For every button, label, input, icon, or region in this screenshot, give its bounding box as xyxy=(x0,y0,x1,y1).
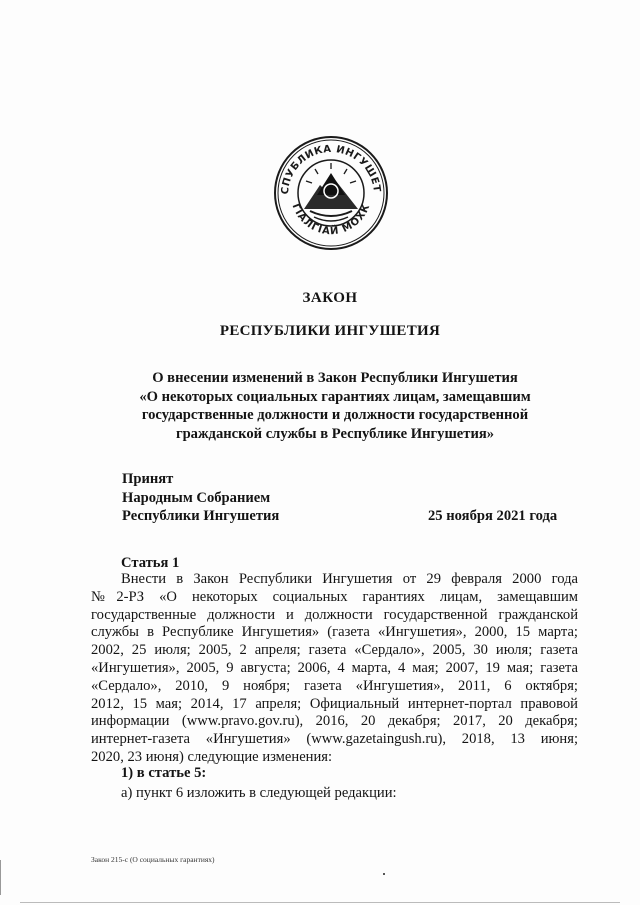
list-item-1: 1) в статье 5: xyxy=(121,765,207,781)
article-line: информации (www.pravo.gov.ru), 2016, 20 декабря; 2017, 20 декабря; xyxy=(91,713,578,730)
law-title: ЗАКОН xyxy=(302,290,358,306)
law-subject xyxy=(105,369,565,443)
article-line: 2002, 25 июля; 2005, 2 апреля; газета «Сердало», 2005, 30 июля; газета xyxy=(91,642,578,659)
article-line: №2-РЗ «О некоторых социальных гарантиях лицам, замещавшим xyxy=(91,588,578,605)
subject-line: О внесении изменений в Закон Республики Ингушетия xyxy=(152,370,518,386)
article-line: «Сердало», 2010, 9 ноября; газета «Ингушетия», 2011, 6 октября; xyxy=(91,677,578,694)
adopted-line: Народным Собранием xyxy=(122,489,271,506)
article-line: Внести в Закон Республики Ингушетия от 29 февраля 2000 года xyxy=(121,571,578,587)
subject-line: «О некоторых социальных гарантиях лицам, замещавшим xyxy=(139,388,531,405)
scan-edge xyxy=(0,860,1,895)
seal-text-top: СПУБЛИКА ИНГУШЕТ xyxy=(279,143,383,195)
scan-artifact xyxy=(20,902,620,903)
article-body xyxy=(91,571,578,767)
article-line: 2020, 23 июня) следующие изменения: xyxy=(91,748,333,765)
subject-line: государственные должности и должности государственной xyxy=(141,407,529,423)
article-line: службы в Республике Ингушетия» (газета «Ингушетия», 2000, 15 марта; xyxy=(91,624,578,641)
seal-text-bottom: ГIАЛГIАЙ МОХК xyxy=(289,202,373,238)
list-item-a: а) пункт 6 изложить в следующей редакции: xyxy=(121,785,397,801)
state-seal xyxy=(270,133,392,253)
law-republic-title: РЕСПУБЛИКИ ИНГУШЕТИЯ xyxy=(219,323,441,339)
seal-emblem-icon xyxy=(270,133,392,253)
article-line: интернет-газета «Ингушетия» (www.gazetaingush.ru), 2018, 13 июня; xyxy=(91,731,578,748)
footer-note: Закон 215-с (О социальных гарантиях) xyxy=(91,855,215,864)
article-line: «Ингушетия», 2005, 9 августа; 2006, 4 марта, 4 мая; 2007, 19 мая; газета xyxy=(91,659,578,676)
scan-artifact xyxy=(383,873,385,875)
subject-line: гражданской службы в Республике Ингушетия» xyxy=(175,425,495,442)
adopted-line: Принят xyxy=(122,471,174,487)
adopted-date: 25 ноября 2021 года xyxy=(428,508,558,524)
adopted-block xyxy=(122,470,279,526)
adopted-line: Республики Ингушетия xyxy=(122,508,280,524)
article-line: 2012, 15 мая; 2014, 17 апреля; Официальный интернет-портал правовой xyxy=(91,695,578,712)
article-line: государственные должности и должности государственной гражданской xyxy=(91,606,578,623)
article-heading: Статья 1 xyxy=(121,555,180,571)
